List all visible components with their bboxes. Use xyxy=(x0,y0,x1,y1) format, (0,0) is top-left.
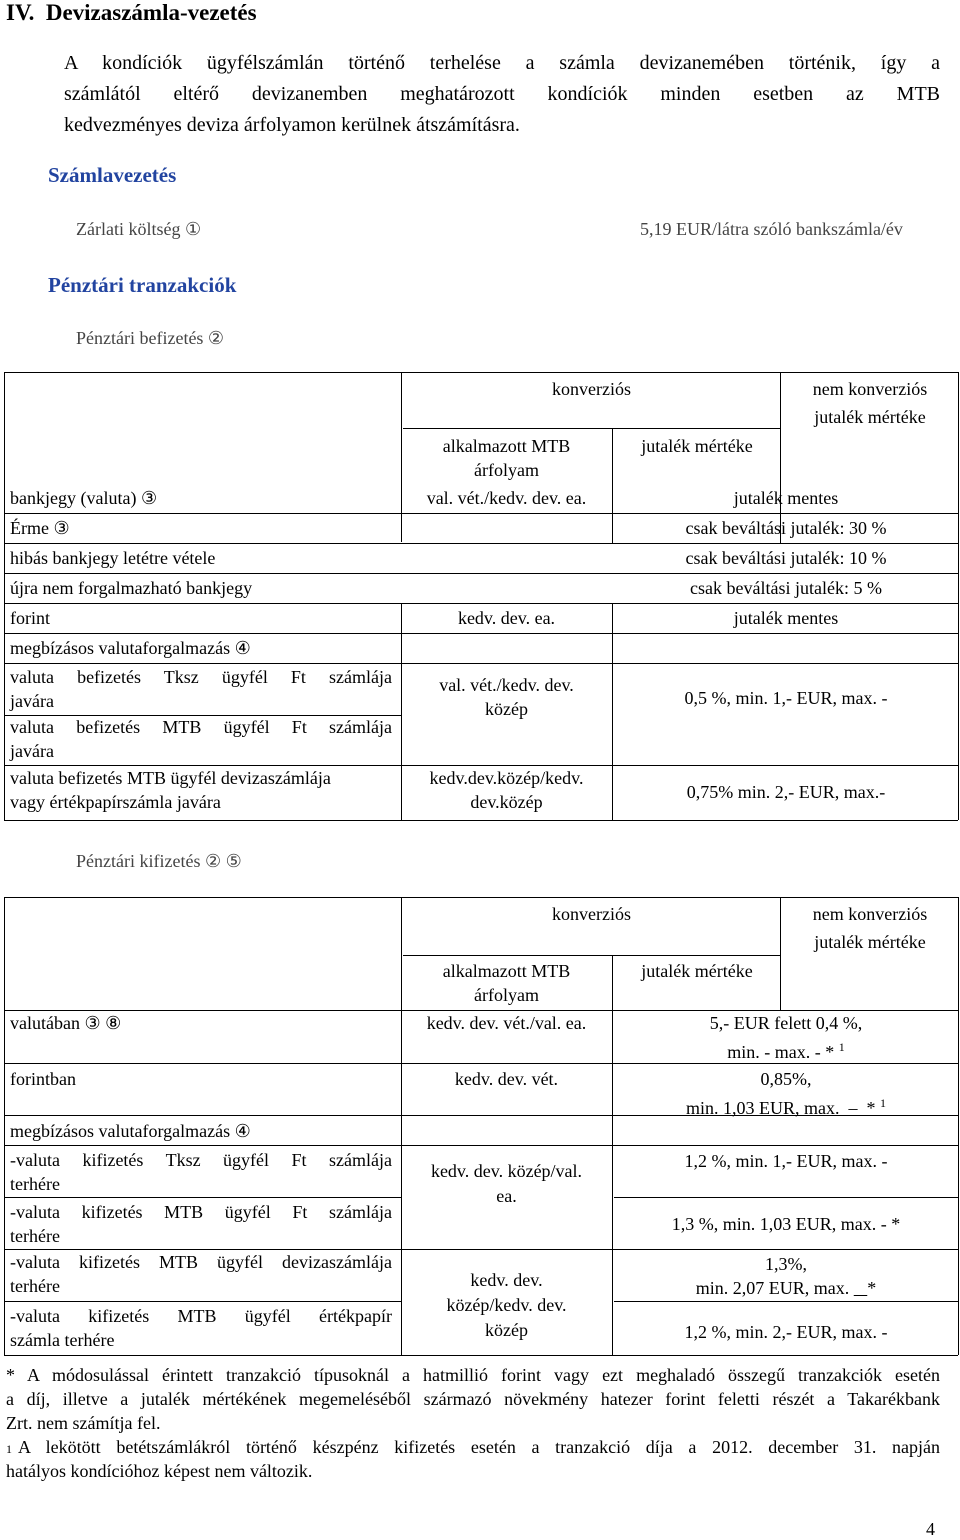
page-number: 4 xyxy=(926,1519,935,1539)
kif-tksz-label-2: terhére xyxy=(10,1174,60,1194)
deviza-label-1: valuta befizetés MTB ügyfél devizaszámlája xyxy=(10,768,331,788)
tksz-label-2: javára xyxy=(10,691,54,711)
footnote-star-line-2: a díj, illetve a jutalék mértékének megemeléséből származó növekmény hatezer forint feletti részét a Takarékbank xyxy=(6,1389,940,1409)
kif-deviza-fee-1: 1,3%, xyxy=(765,1254,807,1274)
footnote-ref-1b: 1 xyxy=(880,1096,886,1110)
forint-fee: jutalék mentes xyxy=(733,608,839,628)
erme-fee: csak beváltási jutalék: 30 % xyxy=(685,518,887,538)
group2-fee: 0,75% min. 2,- EUR, max.- xyxy=(686,782,886,802)
forintban-fee-2-text: min. 1,03 EUR, max. xyxy=(686,1098,844,1118)
erme-label: Érme ③ xyxy=(10,518,70,538)
kif-deviza-label-2: terhére xyxy=(10,1276,60,1296)
kif-deviza-fee-star: * xyxy=(867,1278,877,1298)
kifizetes-title: Pénztári kifizetés ② ⑤ xyxy=(76,851,242,871)
tksz-label-1: valuta befizetés Tksz ügyfél Ft számlája xyxy=(10,667,392,687)
forintban-rate: kedv. dev. vét. xyxy=(454,1069,559,1089)
group1-rate-2: közép xyxy=(485,699,528,719)
mtb-ft-label-1: valuta befizetés MTB ügyfél Ft számlája xyxy=(10,717,392,737)
bankjegy-rate: val. vét./kedv. dev. ea. xyxy=(426,488,587,508)
kif-group2-rate-3: közép xyxy=(485,1320,528,1340)
kif-group1-rate-1: kedv. dev. közép/val. xyxy=(430,1161,583,1181)
valutaban-label: valutában ③ ⑧ xyxy=(10,1013,122,1033)
zarlati-koltseg-value: 5,19 EUR/látra szóló bankszámla/év xyxy=(640,219,903,239)
forint-rate: kedv. dev. ea. xyxy=(457,608,556,628)
footnote-one-text: A lekötött betétszámlákról történő készpénz kifizetés esetén a tranzakció díja a 2012. december 31. napján xyxy=(18,1437,940,1457)
bankjegy-label: bankjegy (valuta) ③ xyxy=(10,488,158,508)
kif-tksz-label-1: -valuta kifizetés Tksz ügyfél Ft számlája xyxy=(10,1150,392,1170)
section-title: IV. Devizaszámla-vezetés xyxy=(6,0,257,25)
kif-deviza-fee-dash xyxy=(854,1278,868,1298)
forintban-star: * xyxy=(862,1098,880,1118)
kif-deviza-fee-2 xyxy=(614,1277,958,1299)
forintban-fee-1: 0,85%, xyxy=(760,1069,812,1089)
ujra-label: újra nem forgalmazható bankjegy xyxy=(10,578,253,598)
valutaban-rate: kedv. dev. vét./val. ea. xyxy=(426,1013,587,1033)
valutaban-fee-1: 5,- EUR felett 0,4 %, xyxy=(709,1013,863,1033)
header-jutalek-merteke: jutalék mértéke xyxy=(641,436,753,456)
forintban-fee-2 xyxy=(614,1092,958,1119)
kif-deviza-fee-2-text: min. 2,07 EUR, max. xyxy=(695,1278,854,1298)
mtb-ft-label-2: javára xyxy=(10,741,54,761)
kif-header-alkalmazott-1: alkalmazott MTB xyxy=(442,961,571,981)
kif-tksz-fee: 1,2 %, min. 1,- EUR, max. - xyxy=(684,1151,888,1171)
kif-deviza-label-1: -valuta kifizetés MTB ügyfél devizaszámlája xyxy=(10,1252,392,1272)
header-alkalmazott-2: árfolyam xyxy=(474,460,539,480)
kif-ertekpapir-label-1: -valuta kifizetés MTB ügyfél értékpapír xyxy=(10,1306,392,1326)
deviza-label-2: vagy értékpapírszámla javára xyxy=(10,792,221,812)
kif-mtb-ft-fee: 1,3 %, min. 1,03 EUR, max. - * xyxy=(671,1214,901,1234)
forintban-dash: – xyxy=(844,1098,862,1118)
group1-fee: 0,5 %, min. 1,- EUR, max. - xyxy=(684,688,888,708)
hibas-label: hibás bankjegy letétre vétele xyxy=(10,548,216,568)
kif-header-konverzios: konverziós xyxy=(552,904,631,924)
kif-header-jutalek-merteke: jutalék mértéke xyxy=(641,961,753,981)
header-konverzios: konverziós xyxy=(552,379,631,399)
kif-ertekpapir-label-2: számla terhére xyxy=(10,1330,115,1350)
header-alkalmazott-1: alkalmazott MTB xyxy=(442,436,571,456)
footnote-one-line-1 xyxy=(6,1436,940,1460)
header-nem-konverzios-2: jutalék mértéke xyxy=(814,407,926,427)
footnote-one-line-2: hatályos kondícióhoz képest nem változik. xyxy=(6,1461,313,1481)
ujra-fee: csak beváltási jutalék: 5 % xyxy=(690,578,882,598)
forintban-label: forintban xyxy=(10,1069,76,1089)
group2-rate-2: dev.közép xyxy=(470,792,543,812)
kif-header-alkalmazott-2: árfolyam xyxy=(474,985,539,1005)
valutaban-fee-2-text: min. - max. - * xyxy=(727,1042,839,1062)
szamlavezetes-title: Számlavezetés xyxy=(48,163,177,187)
group2-rate-1: kedv.dev.közép/kedv. xyxy=(429,768,584,788)
header-nem-konverzios-1: nem konverziós xyxy=(812,379,928,399)
hibas-fee: csak beváltási jutalék: 10 % xyxy=(685,548,887,568)
kif-megbizasos-label: megbízásos valutaforgalmazás ④ xyxy=(10,1121,251,1141)
forint-label: forint xyxy=(10,608,50,628)
kif-group1-rate-2: ea. xyxy=(496,1186,517,1206)
kif-mtb-ft-label-1: -valuta kifizetés MTB ügyfél Ft számlája xyxy=(10,1202,392,1222)
kif-mtb-ft-label-2: terhére xyxy=(10,1226,60,1246)
kif-group2-rate-1: kedv. dev. xyxy=(470,1270,543,1290)
valutaban-fee-2 xyxy=(614,1036,958,1063)
kif-header-nem-konverzios-2: jutalék mértéke xyxy=(814,932,926,952)
penztari-title: Pénztári tranzakciók xyxy=(48,273,237,297)
befizetes-title: Pénztári befizetés ② xyxy=(76,328,225,348)
footnote-one-marker: 1 xyxy=(6,1442,12,1456)
megbizasos-label: megbízásos valutaforgalmazás ④ xyxy=(10,638,251,658)
zarlati-koltseg-label: Zárlati költség ① xyxy=(76,219,202,239)
footnote-ref-1: 1 xyxy=(838,1040,845,1054)
footnote-star-line-3: Zrt. nem számítja fel. xyxy=(6,1413,161,1433)
bankjegy-fee: jutalék mentes xyxy=(733,488,839,508)
group1-rate-1: val. vét./kedv. dev. xyxy=(439,675,574,695)
intro-line-1: A kondíciók ügyfélszámlán történő terhelése a számla devizanemében történik, így a xyxy=(64,52,940,74)
intro-line-2: számlától eltérő devizanemben meghatározott kondíciók minden esetben az MTB xyxy=(64,83,940,105)
kif-group2-rate-2: közép/kedv. dev. xyxy=(446,1295,567,1315)
kif-ertekpapir-fee: 1,2 %, min. 2,- EUR, max. - xyxy=(684,1322,888,1342)
kif-header-nem-konverzios-1: nem konverziós xyxy=(812,904,928,924)
footnote-star-line-1: * A módosulással érintett tranzakció típusoknál a hatmillió forint vagy ezt meghaladó összegű tranzakciók esetén xyxy=(6,1365,940,1385)
intro-line-3: kedvezményes deviza árfolyamon kerülnek átszámításra. xyxy=(64,114,520,136)
